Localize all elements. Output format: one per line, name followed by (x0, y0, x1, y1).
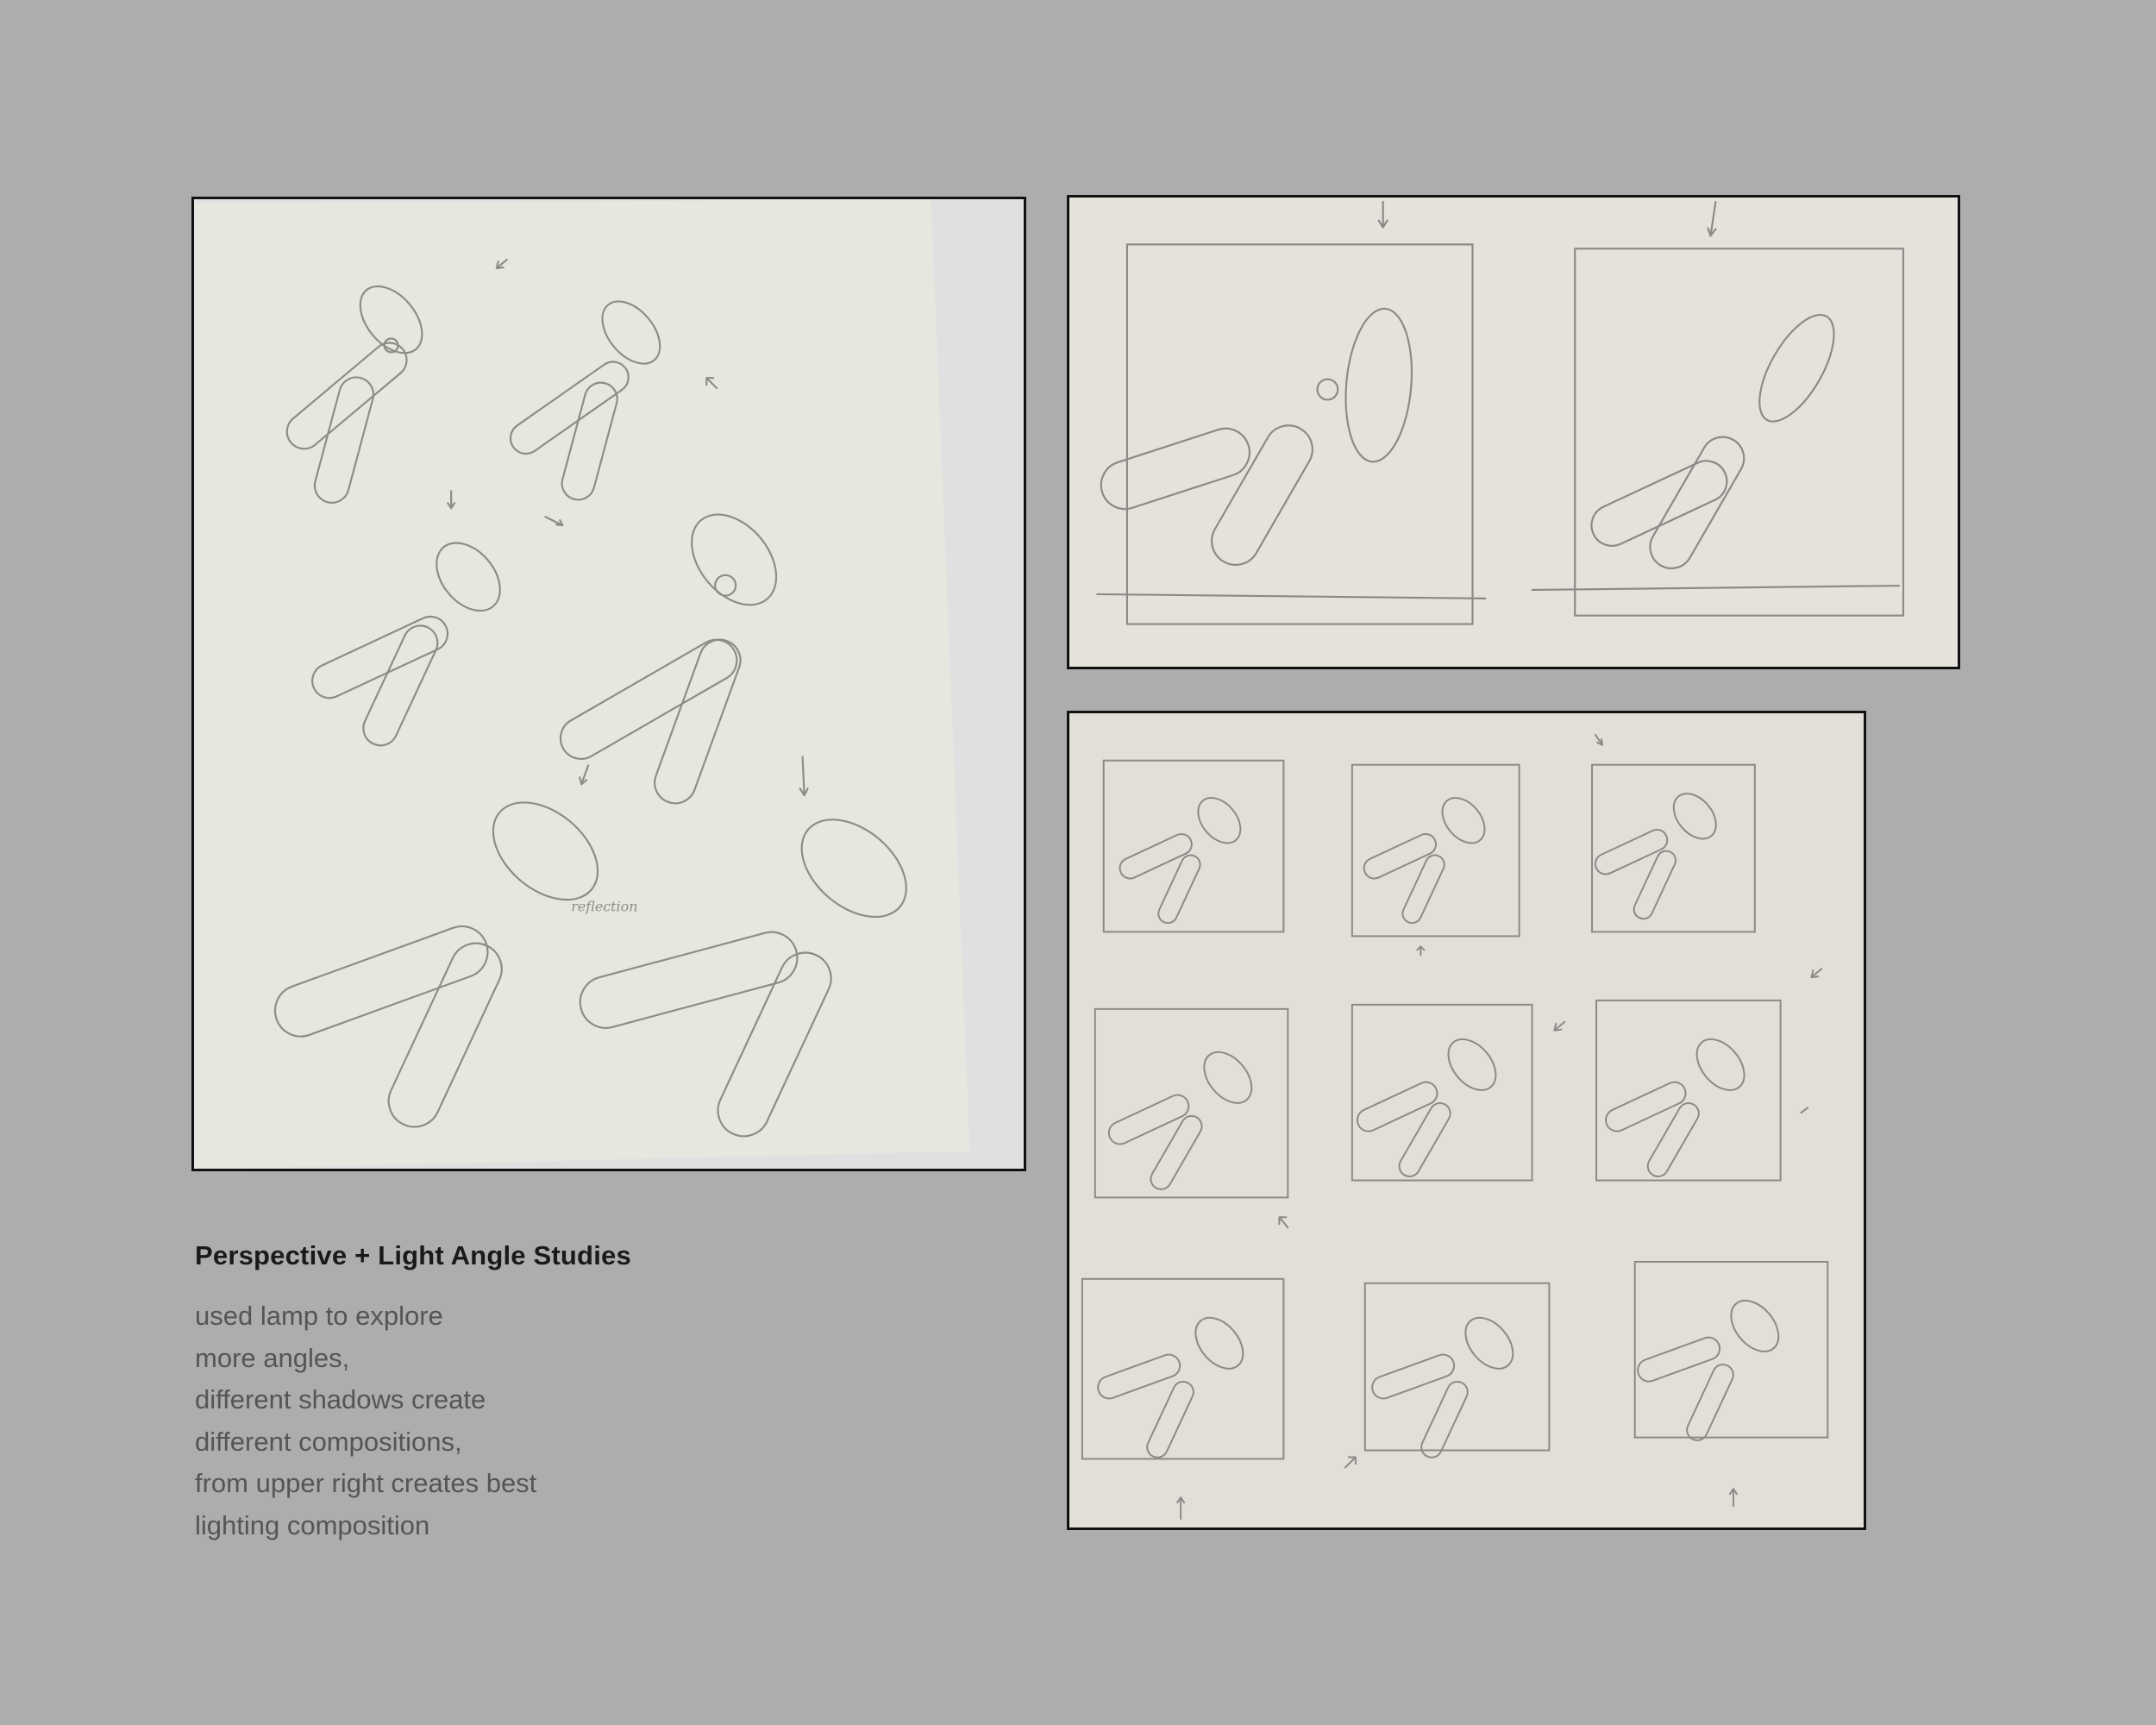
thumbnail-3-1 (1082, 1279, 1283, 1461)
thumbnail-2-3 (1596, 1000, 1781, 1181)
thumbnail-frame-2 (1575, 248, 1903, 615)
caption-title: Perspective + Light Angle Studies (195, 1240, 631, 1270)
caption-line: lighting composition (195, 1509, 430, 1540)
caption-line: used lamp to explore (195, 1301, 443, 1331)
large-lighting-thumbnails (1069, 198, 1958, 667)
caption-block (195, 1240, 971, 1547)
caption-line: from upper right creates best (195, 1468, 537, 1499)
reflection-annotation: reflection (571, 898, 638, 915)
lighting-thumbnail-grid (1067, 711, 1866, 1530)
thumbnail-frame-1 (1127, 244, 1473, 624)
thumbnail-1-1 (1104, 761, 1284, 932)
lighting-thumbnail-pair (1067, 195, 1960, 669)
thumbnail-3-2 (1365, 1283, 1550, 1461)
thumbnail-3-3 (1635, 1262, 1828, 1444)
thumbnail-2-2 (1352, 1005, 1532, 1181)
nine-lighting-thumbnails (1069, 713, 1864, 1527)
can-opener-perspective-sketches (194, 199, 1024, 1169)
caption-line: different shadows create (195, 1384, 486, 1415)
caption-line: more angles, (195, 1342, 350, 1373)
thumbnail-1-3 (1592, 765, 1755, 932)
thumbnail-1-2 (1352, 765, 1520, 937)
caption-line: different compositions, (195, 1426, 462, 1457)
thumbnail-2-1 (1095, 1009, 1288, 1198)
perspective-sketch-sheet (191, 197, 1026, 1171)
